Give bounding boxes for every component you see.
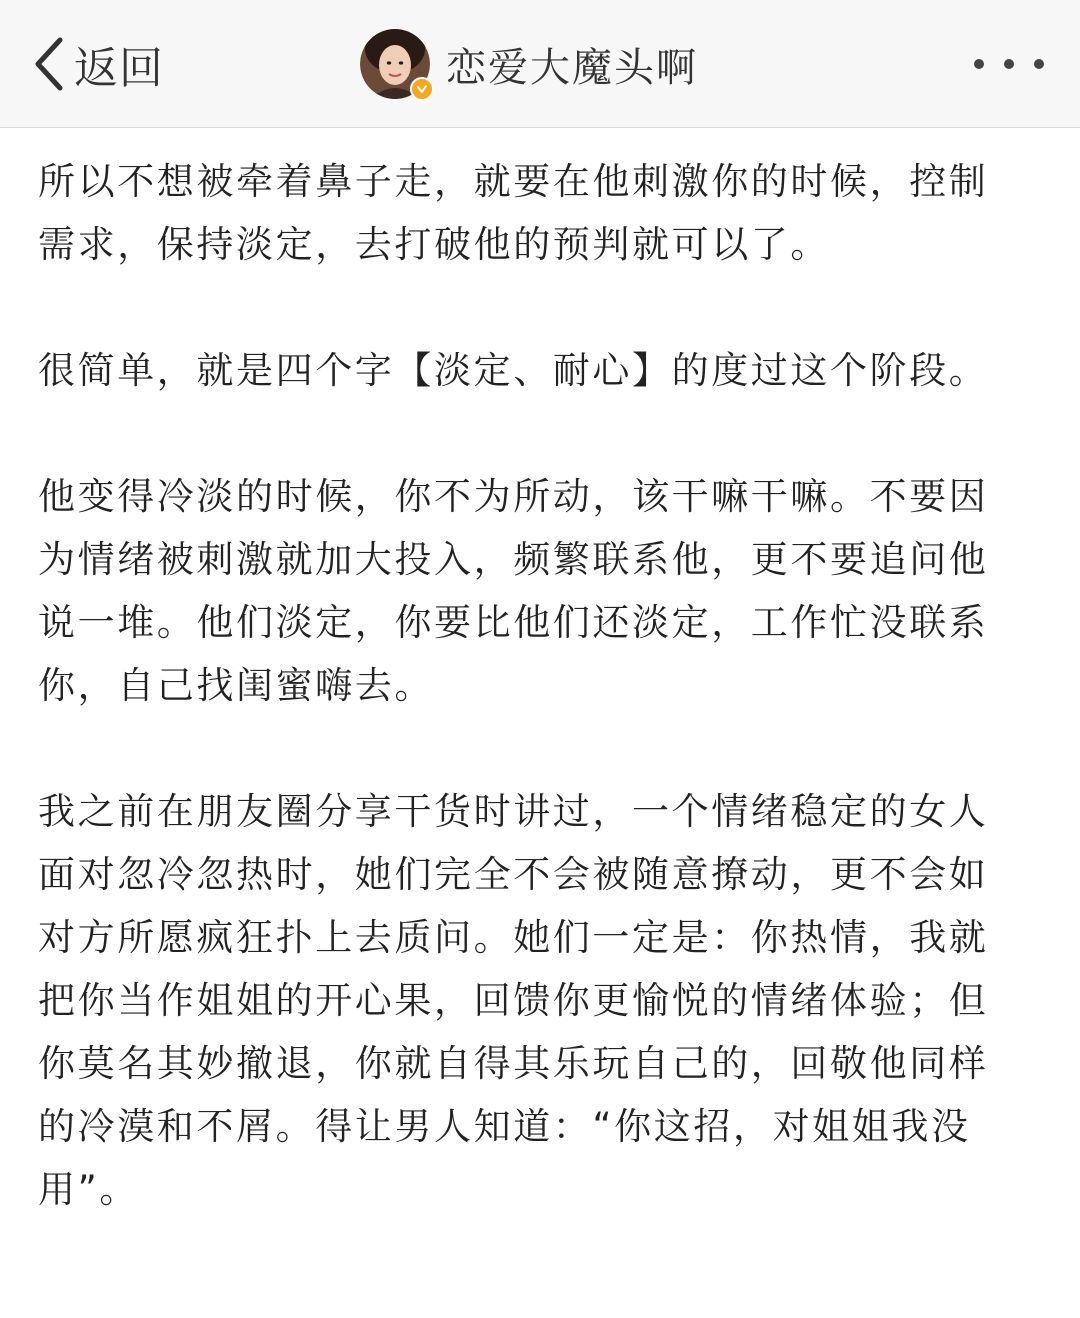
more-button[interactable] — [974, 50, 1044, 78]
chevron-left-icon — [30, 34, 70, 94]
more-dot — [974, 59, 984, 69]
avatar-container[interactable] — [360, 29, 430, 99]
more-dot — [1034, 59, 1044, 69]
back-label: 返回 — [74, 43, 164, 94]
article-paragraph: 所以不想被牵着鼻子走，就要在他刺激你的时候，控制需求，保持淡定，去打破他的预判就可以了。 — [38, 160, 989, 266]
more-dot — [1004, 59, 1014, 69]
top-navigation-bar — [0, 0, 1080, 128]
article-paragraph: 很简单，就是四个字【淡定、耐心】的度过这个阶段。 — [38, 349, 989, 392]
article-paragraph: 我之前在朋友圈分享干货时讲过，一个情绪稳定的女人面对忽冷忽热时，她们完全不会被随意撩动，更不会如对方所愿疯狂扑上去质问。她们一定是：你热情，我就把你当作姐姐的开心果，回馈你更愉悦的情绪体验；但你莫名其妙撤退，你就自得其乐玩自己的，回敬他同样的冷漠和不屑。得让男人知道：“你这招，对姐姐我没用”。 — [38, 790, 989, 1211]
verified-badge-icon — [410, 77, 434, 101]
back-button[interactable] — [30, 30, 164, 98]
article-body — [38, 150, 1023, 1284]
article-paragraph: 他变得冷淡的时候，你不为所动，该干嘛干嘛。不要因为情绪被刺激就加大投入，频繁联系他，更不要追问他说一堆。他们淡定，你要比他们还淡定，工作忙没联系你，自己找闺蜜嗨去。 — [38, 475, 989, 707]
profile-header[interactable] — [360, 28, 698, 100]
username[interactable]: 恋爱大魔头啊 — [446, 44, 698, 91]
